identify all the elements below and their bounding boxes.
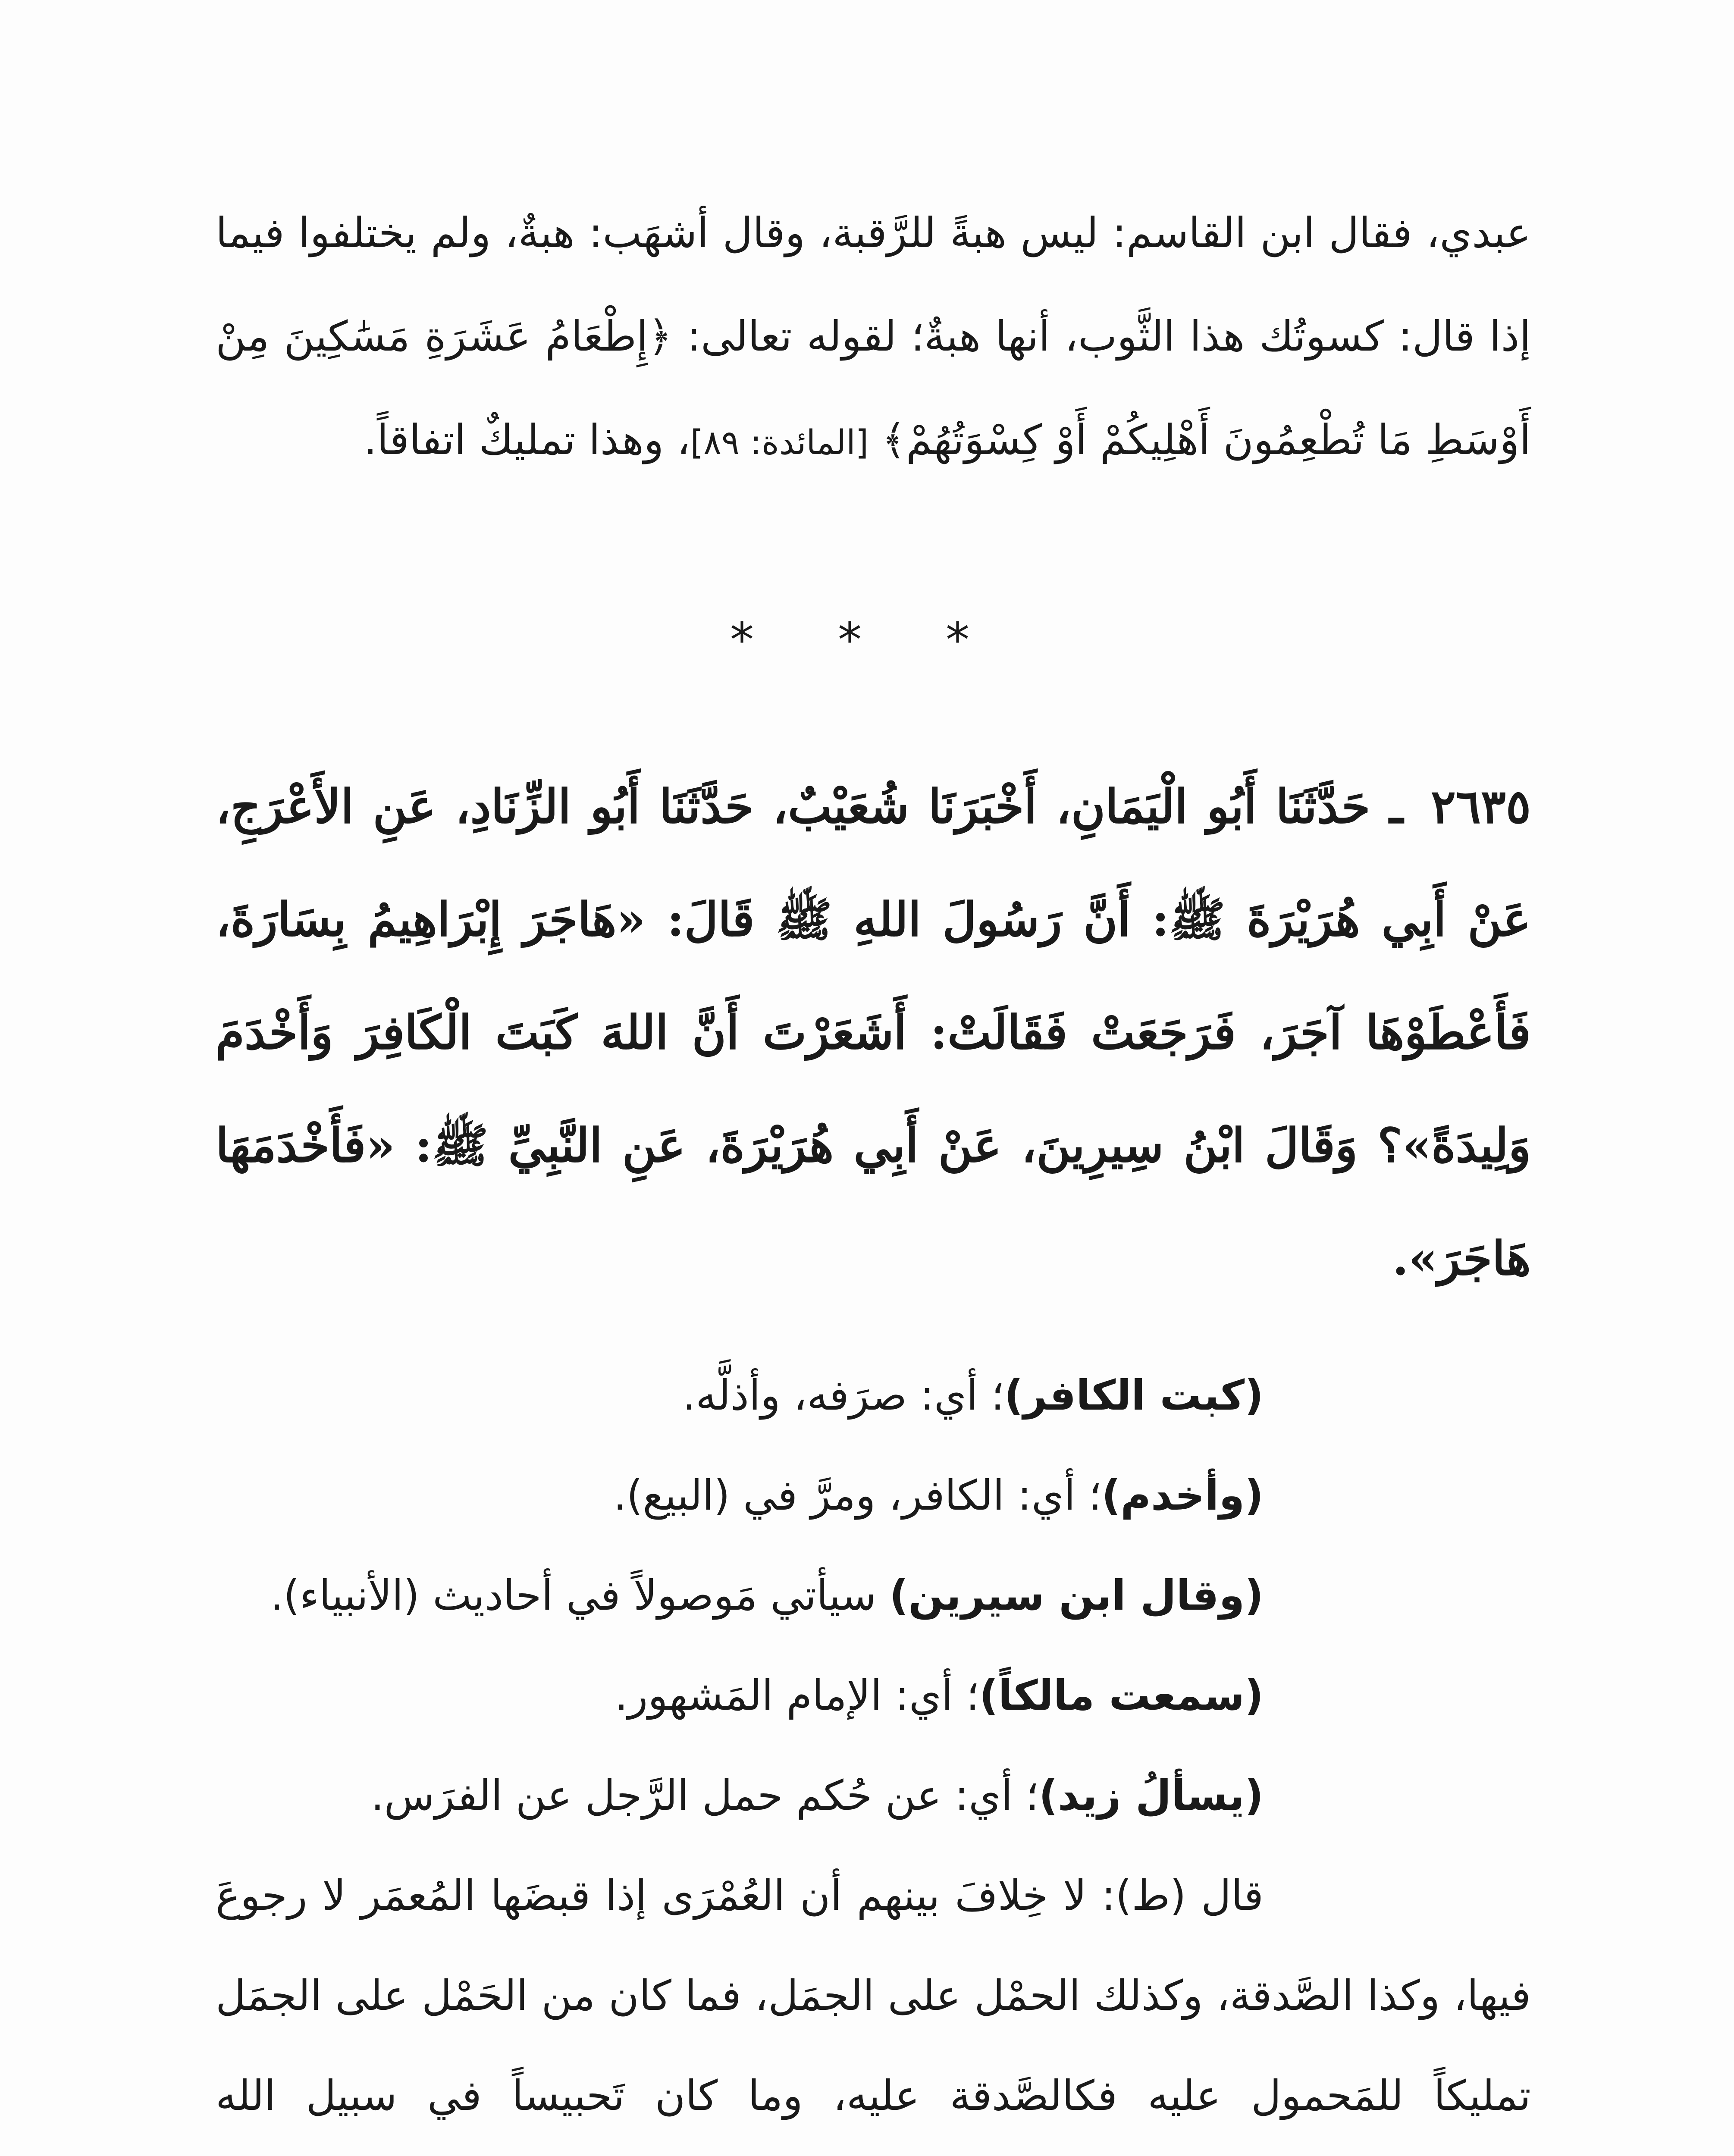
- intro-text: عبدي، فقال ابن القاسم: ليس هبةً للرَّقبة، وقال أشهَب: هبةٌ، ولم يختلفوا فيما إذا قال: كسوتُك هذا الثَّوب، أنها هبةٌ؛ لقوله تعالى:: [216, 209, 1531, 360]
- commentary-paragraph: قال (ط): لا خِلافَ بينهم أن العُمْرَى إذا قبضَها المُعمَر لا رجوعَ فيها، وكذا الصَّدقة، وكذلك الحمْل على الجمَل، فما كان من الحَمْل على الجمَل تمليكاً للمَحمول عليه فكالصَّدقة عليه، وما كان تَحبيساً في سبيل الله: [216, 1871, 1531, 2120]
- note-term: (وقال ابن سيرين): [889, 1571, 1264, 1620]
- section-separator: * * *: [730, 612, 1004, 667]
- note-text: سيأتي مَوصولاً في أحاديث (الأنبياء).: [270, 1571, 890, 1620]
- note-text: ؛ أي: عن حُكم حمل الرَّجل عن الفرَس.: [371, 1771, 1039, 1820]
- note-term: (سمعت مالكاً): [979, 1671, 1264, 1720]
- note-line: [216, 1645, 1531, 1745]
- note-line: [216, 1445, 1531, 1545]
- note-term: (يسألُ زيد): [1038, 1771, 1264, 1820]
- note-text: ؛ أي: الإمام المَشهور.: [615, 1671, 979, 1720]
- hadith-number: ٢٦٣٥: [1430, 780, 1531, 834]
- note-line: [216, 1345, 1531, 1445]
- quran-verse: ﴿إِطْعَامُ عَشَرَةِ مَسَٰكِينَ مِنْ أَوْسَطِ مَا تُطْعِمُونَ أَهْلِيكُمْ أَوْ كِسْوَتُهُمْ﴾: [216, 312, 1531, 464]
- hadith-text: حَدَّثَنَا أَبُو الْيَمَانِ، أَخْبَرَنَا شُعَيْبٌ، حَدَّثَنَا أَبُو الزِّنَادِ، عَنِ الأَعْرَجِ، عَنْ أَبِي هُرَيْرَةَ ﷺ: أَنَّ رَسُولَ اللهِ ﷺ قَالَ: «هَاجَرَ إِبْرَاهِيمُ بِسَارَةَ، فَأَعْطَوْهَا آجَرَ، فَرَجَعَتْ فَقَالَتْ: أَشَعَرْتَ أَنَّ اللهَ كَبَتَ الْكَافِرَ وَأَخْدَمَ وَلِيدَةً»؟ وَقَالَ ابْنُ سِيرِينَ، عَنْ أَبِي هُرَيْرَةَ، عَنِ النَّبِيِّ ﷺ: «فَأَخْدَمَهَا هَاجَرَ».: [216, 780, 1531, 1286]
- intro-tail: ، وهذا تمليكٌ اتفاقاً.: [364, 416, 690, 464]
- intro-paragraph: [216, 181, 1531, 495]
- note-term: (وأخدم): [1101, 1471, 1264, 1520]
- note-line: [216, 1745, 1531, 1846]
- hadith-paragraph: [216, 750, 1531, 1315]
- commentary-section: [216, 1345, 1531, 2156]
- hadith-dash: ـ: [1370, 780, 1422, 834]
- note-text: ؛ أي: صرَفه، وأذلَّه.: [682, 1371, 1004, 1420]
- quran-reference: [المائدة: ٨٩]: [690, 423, 869, 462]
- note-line: [216, 1545, 1531, 1645]
- note-term: (كبت الكافر): [1004, 1371, 1264, 1420]
- note-text: ؛ أي: الكافر، ومرَّ في (البيع).: [613, 1471, 1102, 1520]
